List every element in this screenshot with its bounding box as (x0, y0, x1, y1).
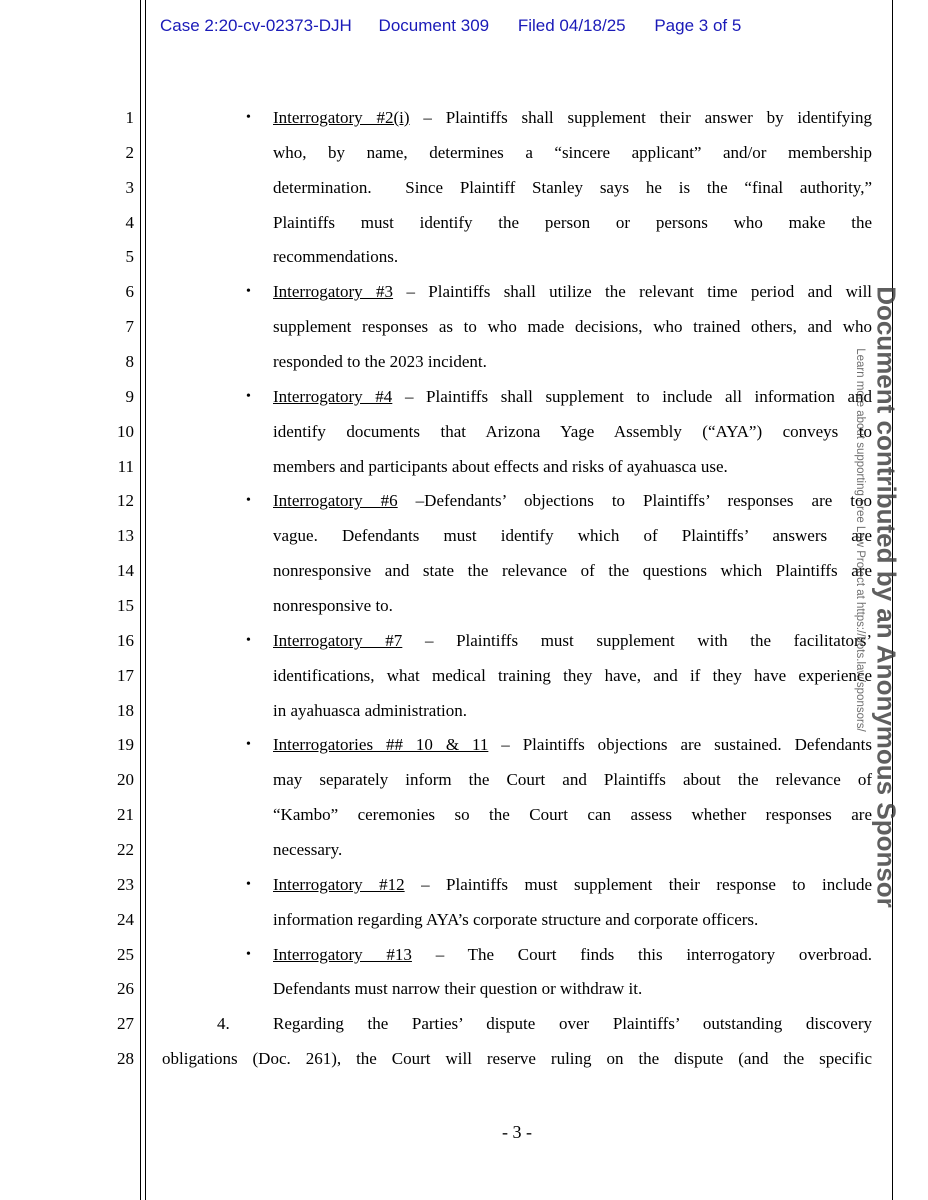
text-line: information regarding AYA’s corporate structure and corporate officers. (273, 910, 759, 929)
page-indicator: Page 3 of 5 (654, 16, 742, 35)
text-run: – Plaintiffs must supplement their response to include (421, 875, 873, 894)
interrogatory-7-label: Interrogatory #7 (273, 631, 403, 650)
line-number: 4 (125, 213, 134, 232)
line-number: 24 (117, 910, 134, 929)
text-line: supplement responses as to who made decisions, who trained others, and who (273, 317, 872, 336)
line-number: 11 (117, 457, 134, 476)
interrogatory-4-label: Interrogatory #4 (273, 387, 393, 406)
text-line: Plaintiffs must identify the person or persons who make the (273, 213, 872, 232)
text-line: Defendants must narrow their question or withdraw it. (273, 979, 643, 998)
line-number: 12 (117, 491, 134, 510)
text-line: responded to the 2023 incident. (273, 352, 487, 371)
bullet-marker: • (246, 633, 251, 648)
line-number: 18 (117, 701, 134, 720)
line-number: 26 (117, 979, 134, 998)
text-line: members and participants about effects and risks of ayahuasca use. (273, 457, 728, 476)
bullet-marker: • (246, 737, 251, 752)
text-run: – The Court finds this interrogatory overbroad. (435, 945, 872, 964)
sponsor-watermark: Document contributed by an Anonymous Sponsor (871, 286, 902, 908)
text-line: nonresponsive to. (273, 596, 393, 615)
text-line: Regarding the Parties’ dispute over Plaintiffs’ outstanding discovery (273, 1014, 872, 1033)
text-run: – Plaintiffs shall utilize the relevant time period and will (406, 282, 873, 301)
line-number: 28 (117, 1049, 134, 1068)
interrogatory-2i-label: Interrogatory #2(i) (273, 108, 410, 127)
line-number: 2 (125, 143, 134, 162)
text-line: recommendations. (273, 247, 399, 266)
line-number: 25 (117, 945, 134, 964)
line-number: 13 (117, 526, 134, 545)
line-number: 10 (117, 422, 134, 441)
bullet-marker: • (246, 493, 251, 508)
text-run: – Plaintiffs shall supplement to include all information and (404, 387, 872, 406)
sponsor-watermark-subtitle: Learn more about supporting Free Law Project at https://bots.law/sponsors/ (854, 348, 866, 732)
text-line (273, 630, 872, 652)
line-number: 1 (125, 108, 134, 127)
text-run: – Plaintiffs must supplement with the facilitators’ (424, 631, 872, 650)
line-number: 5 (125, 247, 134, 266)
page-number-footer: - 3 - (502, 1122, 532, 1142)
text-line: identifications, what medical training they have, and if they have experience (273, 666, 872, 685)
line-number: 19 (117, 735, 134, 754)
interrogatory-13-label: Interrogatory #13 (273, 945, 412, 964)
text-line (273, 874, 872, 896)
line-number: 8 (125, 352, 134, 371)
line-number: 14 (117, 561, 134, 580)
interrogatory-6-label: Interrogatory #6 (273, 491, 398, 510)
text-line (273, 490, 872, 512)
case-header (160, 16, 741, 36)
line-number: 7 (125, 317, 134, 336)
text-line: necessary. (273, 840, 343, 859)
bullet-marker: • (246, 947, 251, 962)
paragraph-number: 4. (217, 1014, 230, 1033)
text-line (273, 107, 872, 129)
text-line: in ayahuasca administration. (273, 701, 468, 720)
document-number: Document 309 (378, 16, 490, 35)
interrogatory-12-label: Interrogatory #12 (273, 875, 405, 894)
line-number: 22 (117, 840, 134, 859)
text-line (273, 944, 872, 966)
interrogatory-3-label: Interrogatory #3 (273, 282, 394, 301)
bullet-marker: • (246, 877, 251, 892)
text-run: – Plaintiffs shall supplement their answer by identifying (423, 108, 873, 127)
line-number: 9 (125, 387, 134, 406)
left-margin-rule-inner (145, 0, 146, 1200)
line-number: 17 (117, 666, 134, 685)
text-line: identify documents that Arizona Yage Assembly (“AYA”) conveys to (273, 422, 872, 441)
text-run: – Plaintiffs objections are sustained. Defendants (501, 735, 872, 754)
bullet-marker: • (246, 284, 251, 299)
line-number: 20 (117, 770, 134, 789)
text-line (273, 281, 872, 303)
text-line (273, 734, 872, 756)
text-line: who, by name, determines a “sincere applicant” and/or membership (273, 143, 872, 162)
line-number: 6 (125, 282, 134, 301)
text-line: obligations (Doc. 261), the Court will reserve ruling on the dispute (and the specific (162, 1049, 872, 1068)
line-number: 27 (117, 1014, 134, 1033)
text-line (273, 386, 872, 408)
text-line: “Kambo” ceremonies so the Court can assess whether responses are (273, 805, 872, 824)
text-run: –Defendants’ objections to Plaintiffs’ responses are too (415, 491, 872, 510)
bullet-marker: • (246, 110, 251, 125)
text-line: vague. Defendants must identify which of Plaintiffs’ answers are (273, 526, 872, 545)
line-number: 15 (117, 596, 134, 615)
line-number: 21 (117, 805, 134, 824)
text-line: may separately inform the Court and Plaintiffs about the relevance of (273, 770, 872, 789)
interrogatories-10-11-label: Interrogatories ## 10 & 11 (273, 735, 489, 754)
line-number: 16 (117, 631, 134, 650)
text-line: determination. Since Plaintiff Stanley says he is the “final authority,” (273, 178, 872, 197)
line-number: 23 (117, 875, 134, 894)
left-margin-rule (140, 0, 141, 1200)
case-number: Case 2:20-cv-02373-DJH (160, 16, 352, 35)
text-line: nonresponsive and state the relevance of the questions which Plaintiffs are (273, 561, 872, 580)
bullet-marker: • (246, 389, 251, 404)
line-number: 3 (125, 178, 134, 197)
filed-date: Filed 04/18/25 (517, 16, 626, 35)
